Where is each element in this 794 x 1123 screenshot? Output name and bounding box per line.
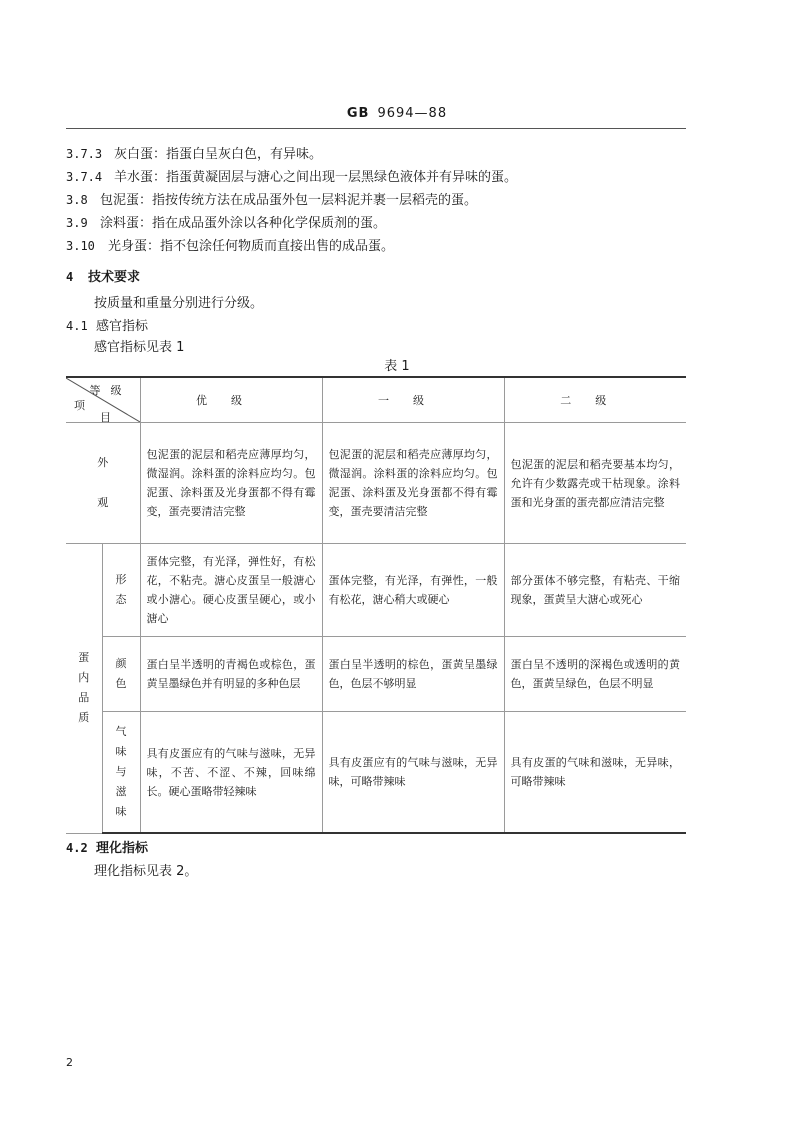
corner-header-cell — [66, 377, 140, 423]
definition-text: 涂料蛋：指在成品蛋外涂以各种化学保质剂的蛋。 — [100, 216, 387, 231]
table-cell: 蛋体完整，有光泽，弹性好，有松花，不粘壳。溏心皮蛋呈一般溏心或小溏心。硬心皮蛋呈硬心，或小溏心 — [140, 544, 322, 637]
row-label-taste: 气 味 与 滋 味 — [102, 712, 140, 834]
definition-number: 3.9 — [66, 216, 88, 230]
section-title: 技术要求 — [88, 270, 141, 285]
item-axis-label: 项 — [74, 399, 85, 412]
table-cell: 蛋白呈半透明的青褐色或棕色，蛋黄呈墨绿色并有明显的多种色层 — [140, 637, 322, 712]
subsection-number: 4.1 — [66, 319, 88, 333]
definition-item — [66, 235, 394, 254]
header-rule — [66, 128, 686, 129]
section-intro: 按质量和重量分别进行分级。 — [94, 296, 264, 311]
subsection-title: 理化指标 — [96, 841, 149, 856]
standard-number: 9694—88 — [377, 106, 448, 121]
definition-number: 3.8 — [66, 193, 88, 207]
subsection-number: 4.2 — [66, 841, 88, 855]
table-row-appearance — [66, 423, 686, 544]
definition-text: 灰白蛋：指蛋白呈灰白色，有异味。 — [114, 147, 323, 162]
definition-text: 羊水蛋：指蛋黄凝固层与溏心之间出现一层黑绿色液体并有异味的蛋。 — [114, 170, 518, 185]
grade-header: 优级 — [140, 377, 322, 423]
section-heading — [66, 266, 140, 285]
subsection-title: 感官指标 — [96, 319, 149, 334]
table-header-row — [66, 377, 686, 423]
table-cell: 具有皮蛋应有的气味与滋味，无异味，不苦、不涩、不辣，回味绵长。硬心蛋略带轻辣味 — [140, 712, 322, 834]
table-cell: 包泥蛋的泥层和稻壳应薄厚均匀，微湿润。涂料蛋的涂料应均匀。包泥蛋、涂料蛋及光身蛋都不得有霉变，蛋壳要清洁完整 — [140, 423, 322, 544]
row-group-label-inner-quality: 蛋 内 品 质 — [66, 544, 102, 834]
table-cell: 包泥蛋的泥层和稻壳应薄厚均匀，微湿润。涂料蛋的涂料应均匀。包泥蛋、涂料蛋及光身蛋都不得有霉变，蛋壳要清洁完整 — [322, 423, 504, 544]
table-row-color — [66, 637, 686, 712]
section-number: 4 — [66, 270, 74, 284]
page-number: 2 — [66, 1056, 73, 1069]
definition-number: 3.10 — [66, 239, 95, 253]
table-reference: 理化指标见表 2。 — [94, 864, 198, 879]
row-label-form: 形 态 — [102, 544, 140, 637]
table-cell: 蛋体完整，有光泽，有弹性，一般有松花，溏心稍大或硬心 — [322, 544, 504, 637]
row-label-appearance: 外 观 — [66, 423, 140, 544]
item-axis-label-2: 目 — [100, 411, 111, 423]
subsection-heading — [66, 315, 148, 334]
row-label-color: 颜 色 — [102, 637, 140, 712]
standard-code: GB — [346, 106, 370, 121]
definition-text: 包泥蛋：指按传统方法在成品蛋外包一层料泥并裹一层稻壳的蛋。 — [100, 193, 478, 208]
table-caption: 表 1 — [384, 359, 410, 374]
table-cell: 具有皮蛋的气味和滋味，无异味，可略带辣味 — [504, 712, 686, 834]
table-row-taste — [66, 712, 686, 834]
definition-text: 光身蛋：指不包涂任何物质而直接出售的成品蛋。 — [108, 239, 395, 254]
definition-number: 3.7.4 — [66, 170, 103, 184]
definition-number: 3.7.3 — [66, 147, 103, 161]
subsection-heading — [66, 837, 148, 856]
sensory-table — [66, 376, 686, 834]
grade-header: 一级 — [322, 377, 504, 423]
table-cell: 蛋白呈半透明的棕色，蛋黄呈墨绿色，色层不够明显 — [322, 637, 504, 712]
grade-header: 二级 — [504, 377, 686, 423]
definition-item — [66, 189, 477, 208]
grade-axis-label: 等级 — [89, 384, 132, 397]
table-cell: 具有皮蛋应有的气味与滋味，无异味，可略带辣味 — [322, 712, 504, 834]
definition-item — [66, 143, 322, 162]
definition-item — [66, 212, 386, 231]
table-cell: 包泥蛋的泥层和稻壳要基本均匀，允许有少数露壳或干枯现象。涂料蛋和光身蛋的蛋壳都应清洁完整 — [504, 423, 686, 544]
table-reference: 感官指标见表 1 — [94, 340, 185, 355]
table-cell: 部分蛋体不够完整，有粘壳、干缩现象，蛋黄呈大溏心或死心 — [504, 544, 686, 637]
table-cell: 蛋白呈不透明的深褐色或透明的黄色，蛋黄呈绿色，色层不明显 — [504, 637, 686, 712]
page-header — [0, 106, 794, 121]
table-row-form — [66, 544, 686, 637]
definition-item — [66, 166, 517, 185]
